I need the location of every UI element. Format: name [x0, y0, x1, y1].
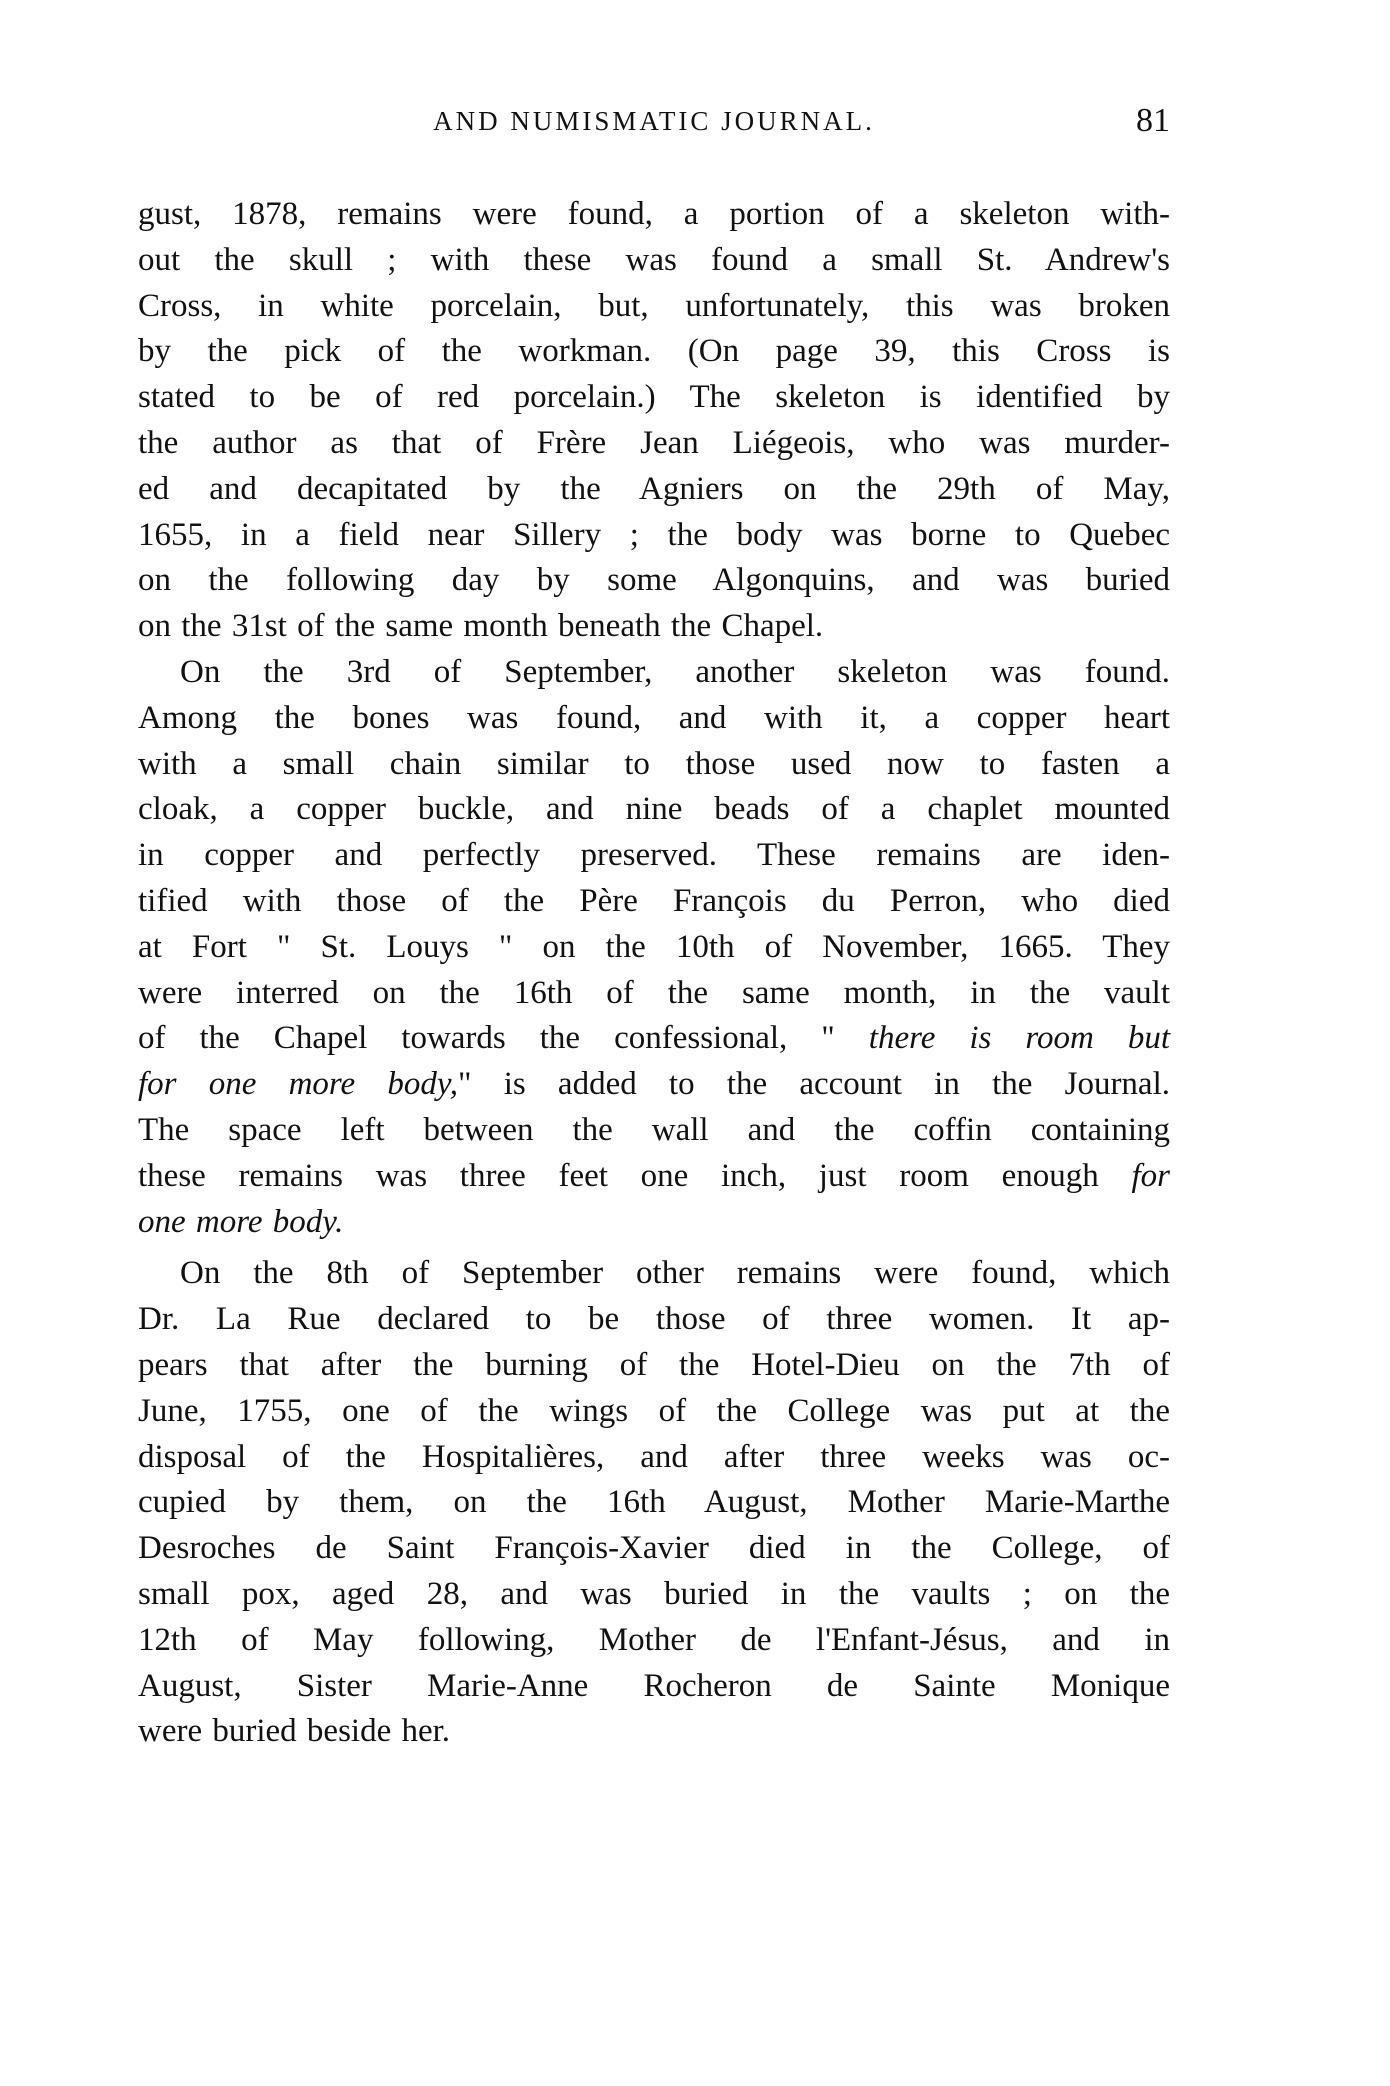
- italic-quote: there is room but: [868, 1020, 1170, 1057]
- text-line: cloak, a copper buckle, and nine beads of a chaplet mounted: [138, 791, 1170, 828]
- italic-phrase: for: [1131, 1157, 1170, 1194]
- text-line: The space left between the wall and the coffin containing: [138, 1111, 1170, 1148]
- text-line: with a small chain similar to those used now to fasten a: [138, 745, 1170, 782]
- text-line: [138, 1062, 1170, 1108]
- text-line: [138, 1200, 1170, 1246]
- paragraph-3: [138, 1251, 1170, 1755]
- text-line: Desroches de Saint François-Xavier died in the College, of: [138, 1530, 1170, 1567]
- text-line: small pox, aged 28, and was buried in the vaults ; on the: [138, 1575, 1170, 1612]
- italic-quote: for one more body,: [138, 1066, 458, 1103]
- text-line: in copper and perfectly preserved. These remains are iden-: [138, 837, 1170, 874]
- text-line: [138, 1154, 1170, 1200]
- text-line: disposal of the Hospitalières, and after three weeks was oc-: [138, 1438, 1170, 1475]
- text-line: pears that after the burning of the Hotel-Dieu on the 7th of: [138, 1346, 1170, 1383]
- running-title: AND NUMISMATIC JOURNAL.: [433, 106, 875, 136]
- text-line: the author as that of Frère Jean Liégeois, who was murder-: [138, 424, 1170, 461]
- text-line: ed and decapitated by the Agniers on the 29th of May,: [138, 470, 1170, 507]
- text-line: June, 1755, one of the wings of the College was put at the: [138, 1392, 1170, 1429]
- text-line: on the 31st of the same month beneath the Chapel.: [138, 608, 824, 645]
- text-line: at Fort " St. Louys " on the 10th of November, 1665. They: [138, 928, 1170, 965]
- running-head: [138, 102, 1170, 142]
- text-line: stated to be of red porcelain.) The skeleton is identified by: [138, 379, 1170, 416]
- text-line: August, Sister Marie-Anne Rocheron de Sainte Monique: [138, 1667, 1170, 1704]
- text-line: on the following day by some Algonquins, and was buried: [138, 562, 1170, 599]
- text-line: gust, 1878, remains were found, a portion of a skeleton with-: [138, 196, 1170, 232]
- text-line: were interred on the 16th of the same month, in the vault: [138, 974, 1170, 1011]
- italic-phrase: one more body.: [138, 1203, 344, 1240]
- text-segment: of the Chapel towards the confessional, ": [138, 1020, 869, 1057]
- text-line: On the 3rd of September, another skeleton was found.: [180, 653, 1170, 690]
- text-line: tified with those of the Père François du Perron, who died: [138, 882, 1170, 919]
- text-line: Dr. La Rue declared to be those of three women. It ap-: [138, 1301, 1170, 1338]
- text-line: by the pick of the workman. (On page 39, this Cross is: [138, 333, 1170, 370]
- text-line: 12th of May following, Mother de l'Enfant-Jésus, and in: [138, 1621, 1170, 1658]
- paragraph-1: [138, 192, 1170, 650]
- body-text: [138, 192, 1170, 1755]
- text-line: 1655, in a field near Sillery ; the body was borne to Quebec: [138, 516, 1170, 553]
- text-line: were buried beside her.: [138, 1713, 451, 1750]
- text-line: out the skull ; with these was found a small St. Andrew's: [138, 241, 1170, 278]
- text-segment: " is added to the account in the Journal.: [458, 1066, 1170, 1103]
- page-number: 81: [1136, 102, 1170, 139]
- text-line: cupied by them, on the 16th August, Mother Marie-Marthe: [138, 1484, 1170, 1521]
- text-segment: these remains was three feet one inch, just room enough: [138, 1157, 1132, 1194]
- text-line: Among the bones was found, and with it, a copper heart: [138, 699, 1170, 736]
- paragraph-2: [138, 650, 1170, 1245]
- text-line: Cross, in white porcelain, but, unfortunately, this was broken: [138, 287, 1170, 324]
- text-line: On the 8th of September other remains were found, which: [180, 1255, 1170, 1292]
- text-line: [138, 1016, 1170, 1062]
